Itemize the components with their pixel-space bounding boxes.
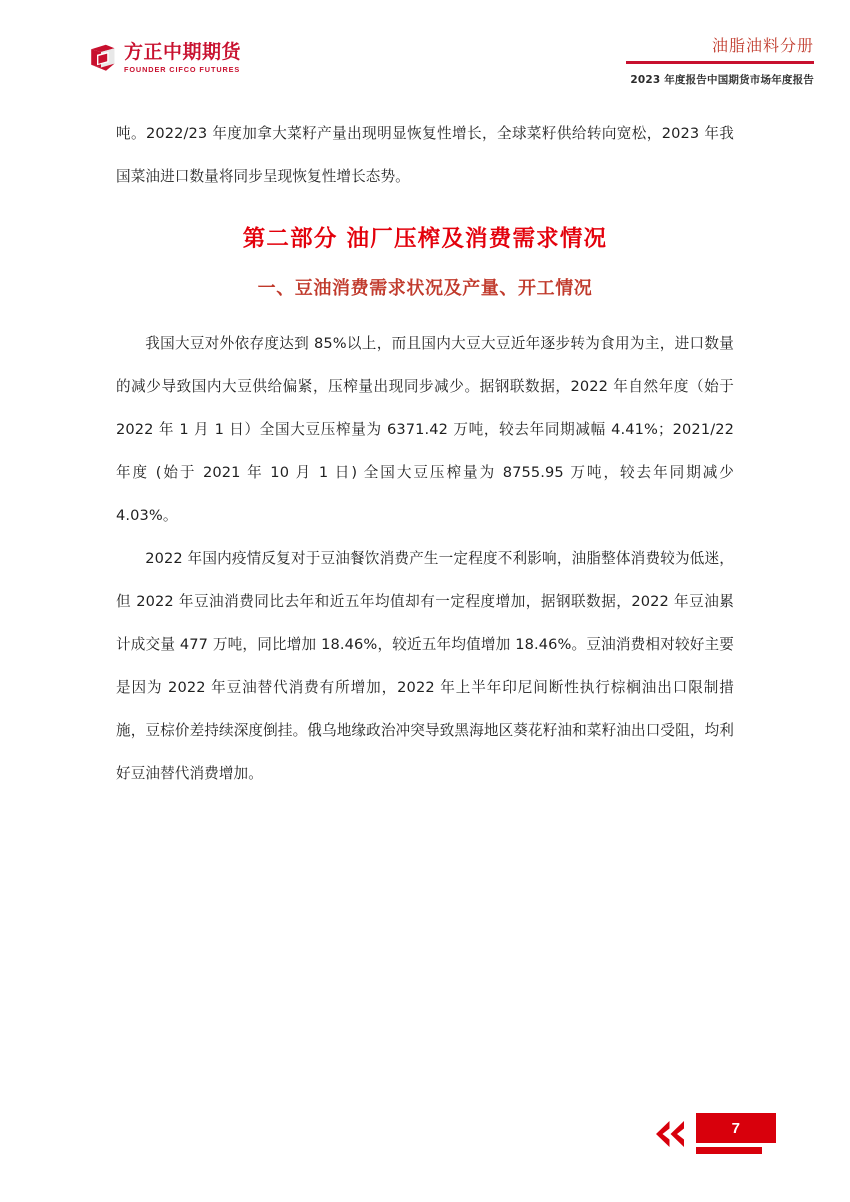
paragraph-continued: 吨。2022/23 年度加拿大菜籽产量出现明显恢复性增长，全球菜籽供给转向宽松，2023 年我国菜油进口数量将同步呈现恢复性增长态势。 bbox=[116, 125, 734, 185]
page-number: 7 bbox=[696, 1113, 776, 1143]
brand-wordmark bbox=[124, 42, 241, 75]
page-header bbox=[0, 0, 850, 100]
brand-name-en: FOUNDER CIFCO FUTURES bbox=[124, 65, 241, 74]
page-footer bbox=[0, 1092, 850, 1202]
volume-title: 油脂油料分册 bbox=[711, 36, 814, 55]
paragraph-soyoil-consumption: 2022 年国内疫情反复对于豆油餐饮消费产生一定程度不利影响，油脂整体消费较为低迷，但 2022 年豆油消费同比去年和近五年均值却有一定程度增加，据钢联数据，2022 年豆油累计成交量 477 万吨，同比增加 18.46%，较近五年均值增加 18.46%。豆油消费相对较好主要是因为 2022 年豆油替代消费有所增加，2022 年上半年印尼间断性执行棕榈油出口限制措施，豆棕价差持续深度倒挂。俄乌地缘政治冲突导致黑海地区葵花籽油和菜籽油出口受阻，均利好豆油替代消费增加。 bbox=[116, 550, 734, 782]
brand-logo bbox=[88, 42, 241, 75]
spacer bbox=[116, 198, 734, 224]
spacer bbox=[116, 254, 734, 276]
founder-cifco-diamond-logo-icon bbox=[88, 43, 118, 73]
page-number-underbar bbox=[696, 1147, 762, 1154]
spacer bbox=[116, 302, 734, 322]
report-series-line: 2023 年度报告中国期货市场年度报告 bbox=[630, 73, 814, 86]
page-content bbox=[116, 112, 734, 795]
double-chevron-left-icon[interactable] bbox=[654, 1119, 688, 1149]
section-heading-part-two: 第二部分 油厂压榨及消费需求情况 bbox=[242, 226, 608, 252]
subsection-heading-one: 一、豆油消费需求状况及产量、开工情况 bbox=[257, 278, 593, 299]
header-divider-rule bbox=[626, 61, 814, 64]
header-right-block bbox=[514, 36, 814, 87]
paragraph-soybean-crush: 我国大豆对外依存度达到 85%以上，而且国内大豆大豆近年逐步转为食用为主，进口数量的减少导致国内大豆供给偏紧，压榨量出现同步减少。据钢联数据，2022 年自然年度（始于 2022 年 1 月 1 日）全国大豆压榨量为 6371.42 万吨，较去年同期减幅 4.41%；2021/22 年度 (始于 2021 年 10 月 1 日) 全国大豆压榨量为 8755.95 万吨，较去年同期减少 4.03%。 bbox=[116, 335, 734, 524]
brand-name-cn: 方正中期期货 bbox=[124, 41, 242, 63]
page-number-block bbox=[696, 1113, 776, 1154]
footer-pagination bbox=[654, 1113, 776, 1154]
